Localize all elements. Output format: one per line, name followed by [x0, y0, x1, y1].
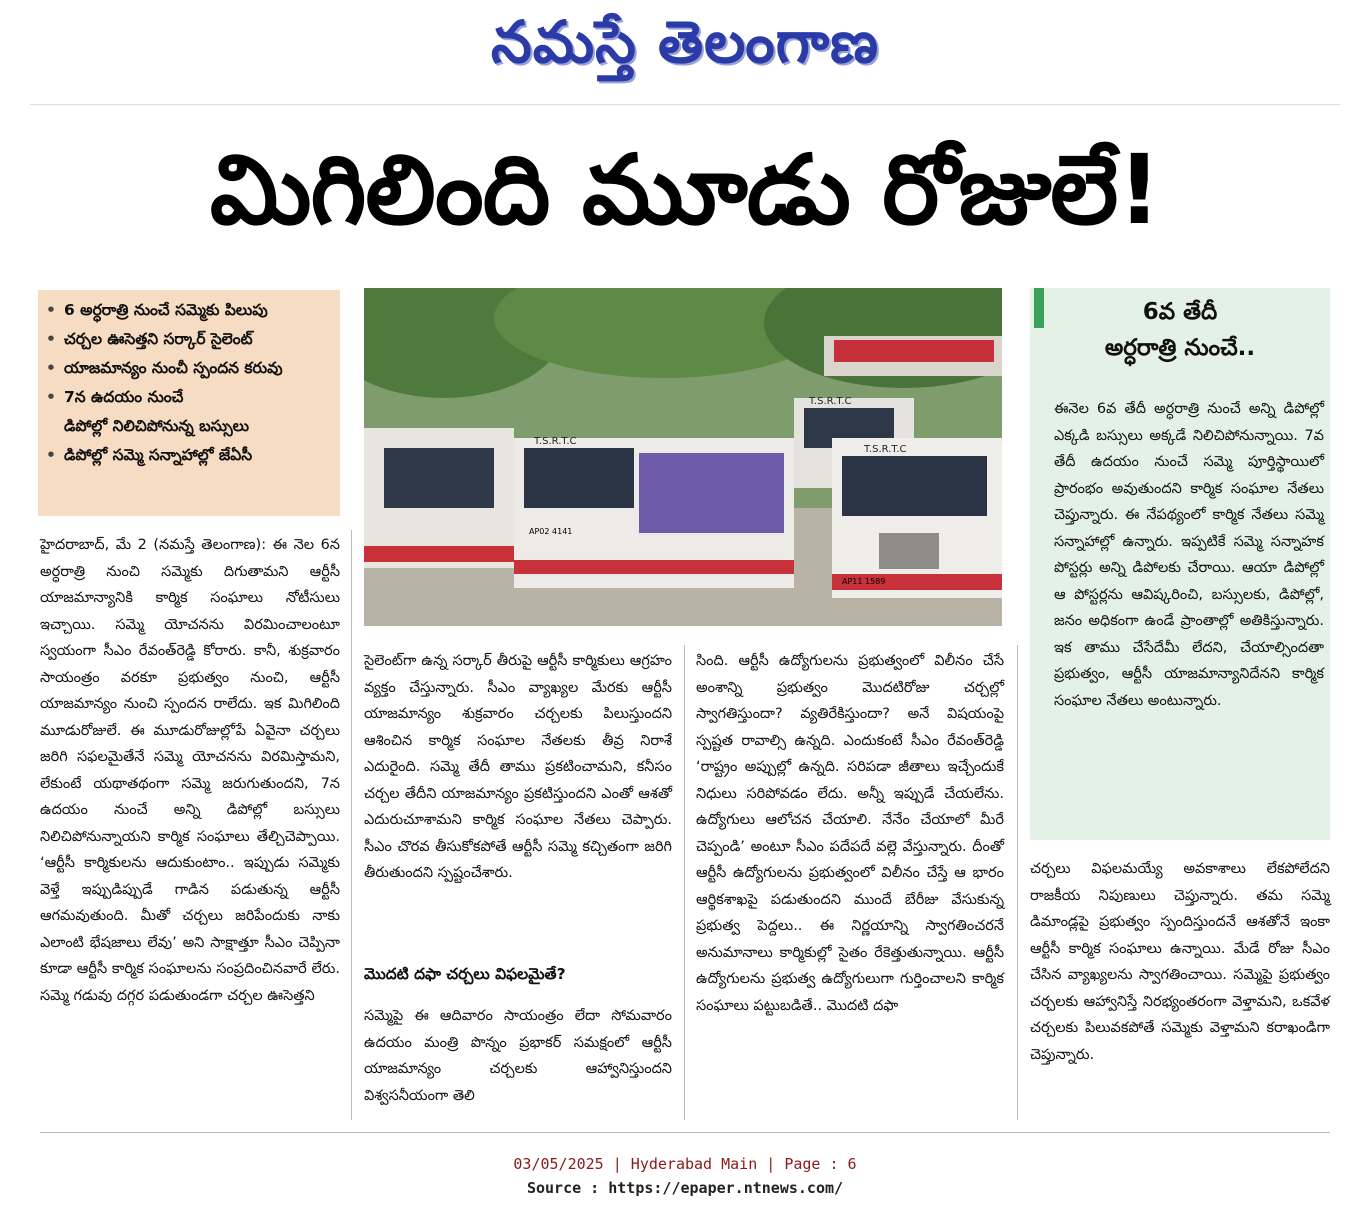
sidebar-title — [1030, 294, 1330, 366]
highlight-text: 6 అర్ధరాత్రి నుంచే సమ్మెకు పిలుపు — [64, 301, 268, 319]
highlights-box — [38, 290, 340, 516]
bottom-divider — [40, 1132, 1330, 1133]
sidebar-body: ఈనెల 6వ తేదీ అర్ధరాత్రి నుంచే అన్ని డిపోల్లో ఎక్కడి బస్సులు అక్కడే నిలిచిపోనున్నాయి. 7వ తేదీ ఉదయం నుంచే సమ్మె పూర్తిస్థాయిలో ప్రారంభం అవుతుందని కార్మిక సంఘాల నేతలు చెప్తున్నారు. ఈ నేపథ్యంలో కార్మిక నేతలు సమ్మె సన్నాహాల్లో ఉన్నారు. ఇప్పటికే సమ్మె సన్నాహక పోస్టర్లు అన్ని డిపోలకు చేరాయి. ఆయా డిపోల్లో ఆ పోస్టర్లను ఆవిష్కరించి, బస్సులకు, డిపోల్లో, జనం అధికంగా ఉండే ప్రాంతాల్లో అతికిస్తున్నారు. ఇక తాము చేసేదేమీ లేదని, చేయాల్సిందతా ప్రభుత్వం, ఆర్టీసీ యాజమాన్యానిదేనని కార్మిక సంఘాల నేతలు అంటున్నారు. — [1054, 401, 1324, 709]
bullet-icon: • — [46, 446, 56, 464]
footer-source: Source : https://epaper.ntnews.com/ — [526, 1179, 844, 1197]
column-divider — [351, 530, 352, 1120]
masthead-logo: నమస్తే తెలంగాణ — [491, 8, 879, 76]
highlight-item — [46, 296, 332, 325]
bullet-icon: • — [46, 301, 56, 319]
highlight-item — [46, 383, 332, 412]
plate-label: AP02 4141 — [529, 527, 573, 536]
highlight-item — [46, 325, 332, 354]
column-divider — [1017, 645, 1018, 1120]
bus-label: T.S.R.T.C — [864, 444, 907, 455]
plate-label: AP11 1589 — [842, 577, 886, 586]
article-column: సైలెంట్‌గా ఉన్న సర్కార్ తీరుపై ఆర్టీసీ కార్మికులు ఆగ్రహం వ్యక్తం చేస్తున్నారు. సీఎం వ్యాఖ్యల మేరకు ఆర్టీసీ యాజమాన్యం శుక్రవారం చర్చలకు పిలుస్తుందని ఆశించిన కార్మిక సంఘాల నేతలకు తీవ్ర నిరాశే ఎదురైంది. సమ్మె తేదీ తాము ప్రకటించామని, కనీసం చర్చల తేదీని యాజమాన్యం ప్రకటిస్తుందని ఎంతో ఆశతో ఎదురుచూశామని కార్మిక సంఘాల నేతలు చెప్పారు. సీఎం చొరవ తీసుకోకపోతే ఆర్టీసీ సమ్మె కచ్చితంగా జరిగి తీరుతుందని స్పష్టంచేశారు. — [364, 653, 672, 881]
column-divider — [684, 645, 685, 1120]
headline: మిగిలింది మూడు రోజులే! — [209, 134, 1161, 246]
bus-label: T.S.R.T.C — [809, 396, 852, 407]
bullet-icon: • — [46, 330, 56, 348]
highlight-item — [46, 441, 332, 470]
top-divider — [30, 104, 1340, 105]
sidebar-title-line: అర్ధరాత్రి నుంచే.. — [1104, 335, 1256, 361]
highlight-item — [46, 354, 332, 383]
highlight-text: డిపోల్లో సమ్మె సన్నాహాల్లో జేఏసీ — [64, 446, 253, 464]
highlight-text: యాజమాన్యం నుంచీ స్పందన కరువు — [64, 359, 283, 377]
sidebar-box — [1030, 288, 1330, 840]
bus-depot-photo — [364, 288, 1002, 626]
article-column: సింది. ఆర్టీసీ ఉద్యోగులను ప్రభుత్వంలో విలీనం చేసే అంశాన్ని ప్రభుత్వం మొదటిరోజు చర్చల్లో స్వాగతిస్తుందా? వ్యతిరేకిస్తుందా? అనే విషయంపై స్పష్టత రావాల్సి ఉన్నది. ఎందుకంటే సీఎం రేవంత్‌రెడ్డి ‘రాష్ట్రం అప్పుల్లో ఉన్నది. సరిపడా జీతాలు ఇచ్చేందుకే నిధులు సరిపోవడం లేదు. అన్నీ ఇప్పుడే చేయలేను. ఉద్యోగులు ఆలోచన చేయాలి. నేనేం చేయాలో మీరే చెప్పండి’ అంటూ సీఎం పదేపదే వల్లె వేస్తున్నారు. దీంతో ఆర్టీసీ ఉద్యోగులను ప్రభుత్వంలో విలీనం చేస్తే ఆ భారం ఆర్థికశాఖపై పడుతుందని ముందే బేరీజు వేసుకున్న ప్రభుత్వ పెద్దలు.. ఈ నిర్ణయాన్ని స్వాగతించరనే అనుమానాలు కార్మికుల్లో సైతం రేకెత్తుతున్నాయి. ఆర్టీసీ ఉద్యోగులను ప్రభుత్వ ఉద్యోగులుగా గుర్తించాలని కార్మిక సంఘాలు పట్టుబడితే.. మొదటి దఫా — [696, 653, 1004, 1014]
article-column: హైదరాబాద్, మే 2 (నమస్తే తెలంగాణ): ఈ నెల 6న అర్ధరాత్రి నుంచి సమ్మెకు దిగుతామని ఆర్టీసీ యాజమాన్యానికి కార్మిక సంఘాలు నోటీసులు ఇచ్చాయి. సమ్మె యోచనను విరమించాలంటూ స్వయంగా సీఎం రేవంత్‌రెడ్డి కోరారు. కానీ, శుక్రవారం సాయంత్రం వరకూ ప్రభుత్వం నుంచి, ఆర్టీసీ యాజమాన్యం నుంచి స్పందన రాలేదు. ఇక మిగిలింది మూడురోజులే. ఈ మూడురోజుల్లోపే ఏవైనా చర్చలు జరిగి సఫలమైతేనే సమ్మె యోచనను విరమిస్తామని, లేకుంటే యథాతథంగా సమ్మె జరుగుతుందని, 7న ఉదయం నుంచే అన్ని డిపోల్లో బస్సులు నిలిచిపోనున్నాయని కార్మిక సంఘాలు తేల్చిచెప్పాయి. ‘ఆర్టీసీ కార్మికులను ఆదుకుంటాం.. ఇప్పుడు సమ్మెకు వెళ్తే ఇప్పుడిప్పుడే గాడిన పడుతున్న ఆర్టీసీ ఆగమవుతుంది. మీతో చర్చలు జరిపేందుకు నాకు ఎలాంటి భేషజాలు లేవు’ అని సాక్షాత్తూ సీఎం చెప్పినా కూడా ఆర్టీసీ కార్మిక సంఘాలను సంప్రదించినవారే లేరు. సమ్మె గడువు దగ్గర పడుతుండగా చర్చల ఊసెత్తని — [40, 537, 340, 1004]
bullet-icon: • — [46, 388, 56, 406]
article-column: చర్చలు విఫలమయ్యే అవకాశాలు లేకపోలేదని రాజకీయ నిపుణులు చెప్తున్నారు. తమ సమ్మె డిమాండ్లపై ప్రభుత్వం స్పందిస్తుందనే ఆశతోనే ఇంకా ఆర్టీసీ కార్మిక సంఘాలు ఉన్నాయి. మేడే రోజు సీఎం చేసిన వ్యాఖ్యలను స్వాగతించాయి. సమ్మెపై ప్రభుత్వం చర్చలకు ఆహ్వానిస్తే నిరభ్యంతరంగా వెళ్తామని, ఒకవేళ చర్చలకు పిలువకపోతే సమ్మెకు వెళ్తామని కరాఖండిగా చెప్తున్నారు. — [1030, 861, 1330, 1063]
sidebar-title-line: 6వ తేదీ — [1142, 299, 1218, 325]
highlight-text: చర్చల ఊసెత్తని సర్కార్ సైలెంట్ — [64, 330, 253, 348]
highlight-text: 7న ఉదయం నుంచే — [64, 388, 184, 406]
subheading: మొదటి దఫా చర్చలు విఫలమైతే? — [364, 965, 566, 983]
bullet-icon: • — [46, 359, 56, 377]
article-column: సమ్మెపై ఈ ఆదివారం సాయంత్రం లేదా సోమవారం ఉదయం మంత్రి పొన్నం ప్రభాకర్ సమక్షంలో ఆర్టీసీ యాజమాన్యం చర్చలకు ఆహ్వానిస్తుందని విశ్వసనీయంగా తెలి — [364, 1008, 672, 1104]
footer-info: 03/05/2025 | Hyderabad Main | Page : 6 — [513, 1155, 857, 1173]
highlight-text: డిపోల్లో నిలిచిపోనున్న బస్సులు — [64, 417, 249, 435]
highlight-item-continued — [46, 412, 332, 441]
bus-depot-illustration — [364, 288, 1002, 626]
bus-label: T.S.R.T.C — [534, 436, 577, 447]
